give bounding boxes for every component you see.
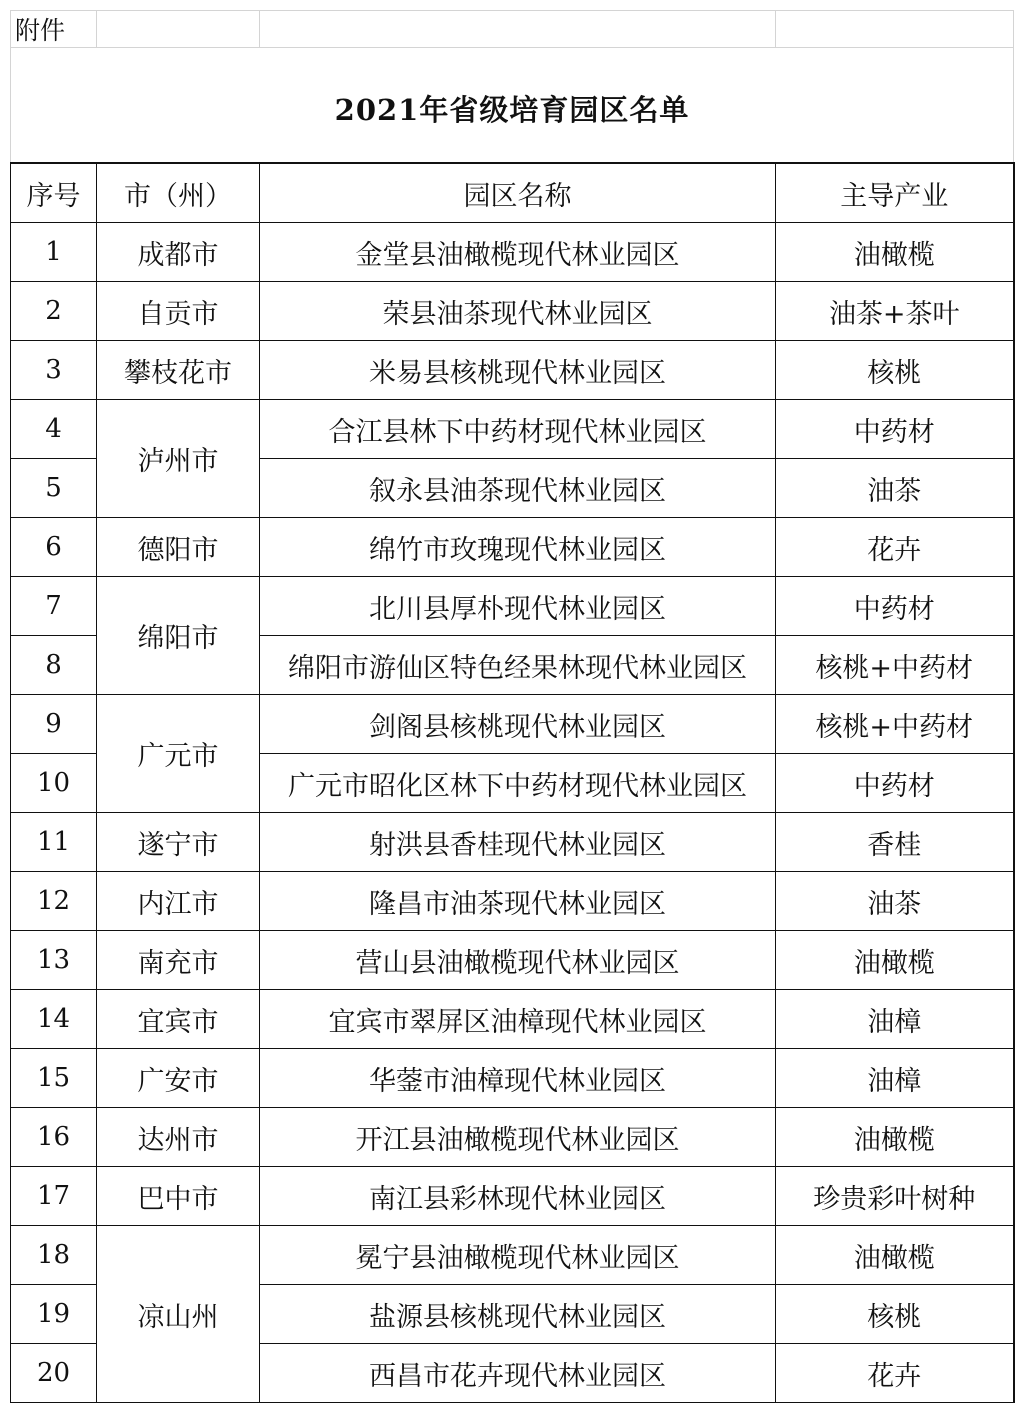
table-row — [11, 1049, 1014, 1108]
row-index: 7 — [11, 577, 97, 636]
row-index: 8 — [11, 636, 97, 695]
park-name-cell: 广元市昭化区林下中药材现代林业园区 — [260, 754, 776, 813]
park-name-cell: 开江县油橄榄现代林业园区 — [260, 1108, 776, 1167]
industry-cell: 核桃 — [776, 341, 1014, 400]
city-cell: 巴中市 — [97, 1167, 260, 1226]
row-index: 12 — [11, 872, 97, 931]
park-name-cell: 金堂县油橄榄现代林业园区 — [260, 223, 776, 282]
row-index: 17 — [11, 1167, 97, 1226]
city-cell: 广元市 — [97, 695, 260, 813]
park-name-cell: 射洪县香桂现代林业园区 — [260, 813, 776, 872]
header-park-name: 园区名称 — [260, 163, 776, 223]
park-name-cell: 宜宾市翠屏区油樟现代林业园区 — [260, 990, 776, 1049]
row-index: 18 — [11, 1226, 97, 1285]
row-index: 13 — [11, 931, 97, 990]
header-row — [11, 163, 1014, 223]
city-cell: 绵阳市 — [97, 577, 260, 695]
park-name-cell: 隆昌市油茶现代林业园区 — [260, 872, 776, 931]
table-row — [11, 1226, 1014, 1285]
industry-cell: 油橄榄 — [776, 223, 1014, 282]
industry-cell: 花卉 — [776, 1344, 1014, 1403]
attachment-row — [11, 11, 1014, 48]
city-cell: 广安市 — [97, 1049, 260, 1108]
city-cell: 达州市 — [97, 1108, 260, 1167]
city-cell: 自贡市 — [97, 282, 260, 341]
park-name-cell: 荣县油茶现代林业园区 — [260, 282, 776, 341]
row-index: 6 — [11, 518, 97, 577]
industry-cell: 油橄榄 — [776, 931, 1014, 990]
city-cell: 宜宾市 — [97, 990, 260, 1049]
empty-cell — [97, 11, 260, 48]
industry-cell: 中药材 — [776, 400, 1014, 459]
park-name-cell: 盐源县核桃现代林业园区 — [260, 1285, 776, 1344]
park-name-cell: 绵阳市游仙区特色经果林现代林业园区 — [260, 636, 776, 695]
table-row — [11, 223, 1014, 282]
header-index: 序号 — [11, 163, 97, 223]
industry-cell: 中药材 — [776, 754, 1014, 813]
table-row — [11, 400, 1014, 459]
header-industry: 主导产业 — [776, 163, 1014, 223]
park-name-cell: 合江县林下中药材现代林业园区 — [260, 400, 776, 459]
document-title: 2021年省级培育园区名单 — [11, 48, 1014, 164]
row-index: 19 — [11, 1285, 97, 1344]
city-cell: 遂宁市 — [97, 813, 260, 872]
park-name-cell: 西昌市花卉现代林业园区 — [260, 1344, 776, 1403]
row-index: 10 — [11, 754, 97, 813]
header-city: 市（州） — [97, 163, 260, 223]
table-row — [11, 813, 1014, 872]
empty-cell — [260, 11, 776, 48]
park-name-cell: 华蓥市油樟现代林业园区 — [260, 1049, 776, 1108]
row-index: 15 — [11, 1049, 97, 1108]
table-row — [11, 695, 1014, 754]
industry-cell: 核桃+中药材 — [776, 695, 1014, 754]
table-row — [11, 872, 1014, 931]
park-list-table — [10, 10, 1015, 1403]
industry-cell: 珍贵彩叶树种 — [776, 1167, 1014, 1226]
city-cell: 南充市 — [97, 931, 260, 990]
industry-cell: 花卉 — [776, 518, 1014, 577]
industry-cell: 油茶+茶叶 — [776, 282, 1014, 341]
park-name-cell: 叙永县油茶现代林业园区 — [260, 459, 776, 518]
table-row — [11, 341, 1014, 400]
city-cell: 泸州市 — [97, 400, 260, 518]
row-index: 11 — [11, 813, 97, 872]
row-index: 14 — [11, 990, 97, 1049]
city-cell: 攀枝花市 — [97, 341, 260, 400]
table-row — [11, 282, 1014, 341]
city-cell: 成都市 — [97, 223, 260, 282]
city-cell: 德阳市 — [97, 518, 260, 577]
spreadsheet-sheet — [10, 10, 1013, 1403]
industry-cell: 油茶 — [776, 459, 1014, 518]
row-index: 2 — [11, 282, 97, 341]
row-index: 5 — [11, 459, 97, 518]
industry-cell: 核桃 — [776, 1285, 1014, 1344]
table-row — [11, 577, 1014, 636]
industry-cell: 油橄榄 — [776, 1108, 1014, 1167]
city-cell: 凉山州 — [97, 1226, 260, 1403]
park-name-cell: 米易县核桃现代林业园区 — [260, 341, 776, 400]
industry-cell: 香桂 — [776, 813, 1014, 872]
table-row — [11, 990, 1014, 1049]
row-index: 3 — [11, 341, 97, 400]
row-index: 16 — [11, 1108, 97, 1167]
row-index: 20 — [11, 1344, 97, 1403]
industry-cell: 油橄榄 — [776, 1226, 1014, 1285]
table-row — [11, 518, 1014, 577]
title-row — [11, 48, 1014, 164]
park-name-cell: 绵竹市玫瑰现代林业园区 — [260, 518, 776, 577]
industry-cell: 核桃+中药材 — [776, 636, 1014, 695]
row-index: 4 — [11, 400, 97, 459]
table-row — [11, 1167, 1014, 1226]
park-name-cell: 冕宁县油橄榄现代林业园区 — [260, 1226, 776, 1285]
park-name-cell: 南江县彩林现代林业园区 — [260, 1167, 776, 1226]
industry-cell: 油樟 — [776, 1049, 1014, 1108]
table-row — [11, 931, 1014, 990]
row-index: 1 — [11, 223, 97, 282]
attachment-label: 附件 — [11, 11, 97, 48]
empty-cell — [776, 11, 1014, 48]
park-name-cell: 营山县油橄榄现代林业园区 — [260, 931, 776, 990]
park-name-cell: 剑阁县核桃现代林业园区 — [260, 695, 776, 754]
industry-cell: 油茶 — [776, 872, 1014, 931]
table-row — [11, 1108, 1014, 1167]
park-name-cell: 北川县厚朴现代林业园区 — [260, 577, 776, 636]
industry-cell: 中药材 — [776, 577, 1014, 636]
row-index: 9 — [11, 695, 97, 754]
city-cell: 内江市 — [97, 872, 260, 931]
industry-cell: 油樟 — [776, 990, 1014, 1049]
